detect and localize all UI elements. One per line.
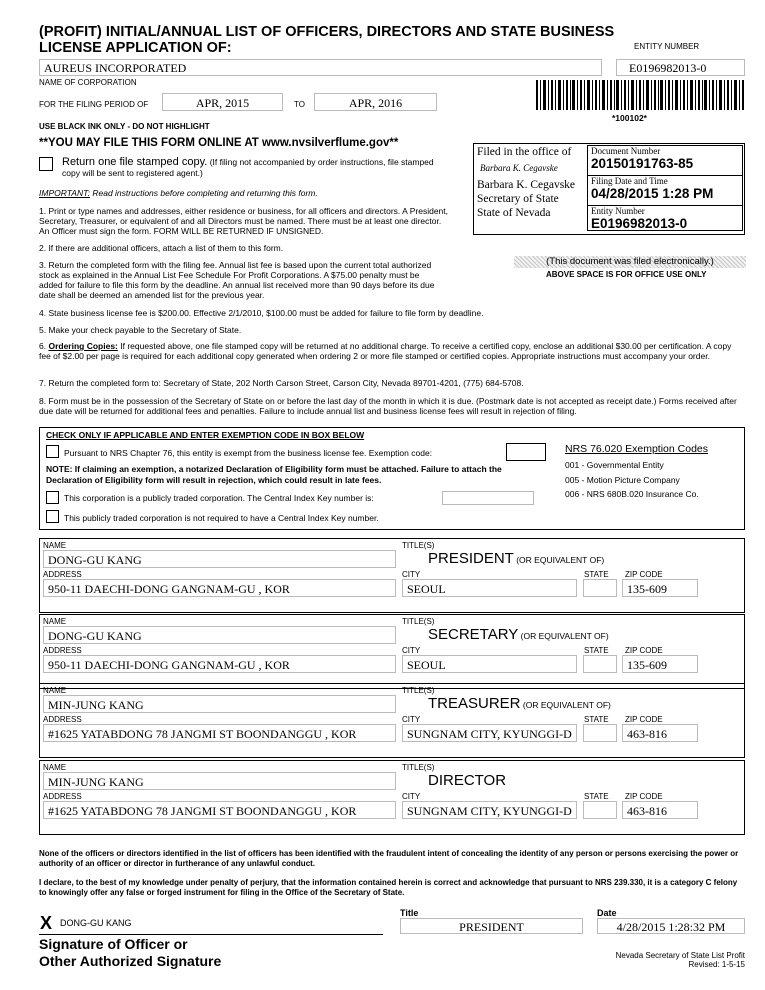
period-from-field[interactable] <box>162 93 283 111</box>
officer-block <box>39 760 745 835</box>
title-label: TITLE(S) <box>402 617 435 626</box>
signature-line <box>39 934 383 935</box>
not-required-text: This publicly traded corporation is not required to have a Central Index Key number. <box>64 513 379 523</box>
instruction-3: 3. Return the completed form with the filing fee. Annual list fee is based upon the current total authorized stock as explained in the Annual List Fee Schedule For Profit Corporations. A $75.00 penalty must be added for failure to file this form by the deadline. An annual list received more than 90 days before its due date shall be deemed an amended list for the previous year. <box>39 260 435 300</box>
officer-zip-field[interactable] <box>622 801 698 819</box>
exemption-section <box>39 427 745 530</box>
officer-state-field[interactable] <box>583 579 617 597</box>
officer-zip: 135-609 <box>627 658 667 672</box>
not-required-checkbox[interactable] <box>46 510 59 523</box>
zip-label: ZIP CODE <box>625 646 663 655</box>
ordering-copies-label: Ordering Copies: <box>48 341 118 351</box>
officer-zip: 463-816 <box>627 727 667 741</box>
filed-in-label: Filed in the office of <box>477 146 572 158</box>
signer-name[interactable]: DONG-GU KANG <box>60 918 132 928</box>
equivalent-note: (OR EQUIVALENT OF) <box>518 631 609 641</box>
officer-name-field[interactable] <box>43 695 396 713</box>
filing-stamp-box <box>473 143 745 235</box>
signature-x-mark: X <box>40 913 53 933</box>
exemption-code-006: 006 - NRS 680B.020 Insurance Co. <box>565 489 699 499</box>
instruction-5: 5. Make your check payable to the Secretary of State. <box>39 325 242 335</box>
officer-title-text: PRESIDENT <box>428 550 514 567</box>
officer-state-field[interactable] <box>583 724 617 742</box>
secretary-name: Barbara K. Cegavske <box>477 179 576 191</box>
officer-name: MIN-JUNG KANG <box>48 698 144 712</box>
electronic-filing-notice: (This document was filed electronically.) <box>514 256 746 268</box>
signature-date-value: 4/28/2015 1:28:32 PM <box>616 920 726 934</box>
signature-title-value: PRESIDENT <box>459 920 524 934</box>
publicly-traded-text: This corporation is a publicly traded corporation. The Central Index Key number is: <box>64 493 374 503</box>
exempt-text: Pursuant to NRS Chapter 76, this entity is exempt from the business license fee. Exemption code: <box>64 448 433 458</box>
important-label: IMPORTANT: <box>39 188 90 198</box>
officer-address: #1625 YATABDONG 78 JANGMI ST BOONDANGGU , KOR <box>48 804 357 818</box>
secretary-title: Secretary of State <box>477 193 559 205</box>
officer-zip: 463-816 <box>627 804 667 818</box>
footer-form-name: Nevada Secretary of State List Profit <box>615 951 745 960</box>
exemption-code-input[interactable] <box>506 443 546 461</box>
exemption-code-001: 001 - Governmental Entity <box>565 460 664 470</box>
signature-label-line1: Signature of Officer or <box>39 936 188 952</box>
officer-zip-field[interactable] <box>622 724 698 742</box>
zip-label: ZIP CODE <box>625 792 663 801</box>
officer-address-field[interactable] <box>43 724 396 742</box>
instruction-8: 8. Form must be in the possession of the Secretary of State on or before the last day of the month in which it is due. (Postmark date is not accepted as receipt date.) Forms received after due date will be returned for additional fees and penalties. Failure to include annual list and business license fees will result in rejection of filing. <box>39 396 737 416</box>
officer-name: MIN-JUNG KANG <box>48 775 144 789</box>
state-label: STATE <box>584 715 609 724</box>
date-field-label: Date <box>597 908 617 918</box>
form-title-line1: (PROFIT) INITIAL/ANNUAL LIST OF OFFICERS, DIRECTORS AND STATE BUSINESS <box>39 24 615 40</box>
officer-city-field[interactable] <box>402 801 577 819</box>
city-label: CITY <box>402 646 421 655</box>
filing-period-label: FOR THE FILING PERIOD OF <box>39 100 149 109</box>
address-label: ADDRESS <box>43 792 82 801</box>
officer-address-field[interactable] <box>43 655 396 673</box>
important-text: Read instructions before completing and returning this form. <box>90 188 318 198</box>
officer-city: SUNGNAM CITY, KYUNGGI-D <box>407 804 572 818</box>
city-label: CITY <box>402 792 421 801</box>
document-number-value: 20150191763-85 <box>591 156 694 171</box>
officer-city-field[interactable] <box>402 579 577 597</box>
period-to-value: APR, 2016 <box>348 96 403 110</box>
officer-state <box>584 725 616 729</box>
name-label: NAME <box>43 617 67 626</box>
title-label: TITLE(S) <box>402 686 435 695</box>
name-label: NAME <box>43 763 67 772</box>
barcode-image <box>536 80 746 110</box>
name-label: NAME <box>43 541 67 550</box>
return-copy-bold: Return one file stamped copy. <box>62 156 208 168</box>
period-from-value: APR, 2015 <box>195 96 250 110</box>
signature-label-line2: Other Authorized Signature <box>39 953 222 969</box>
perjury-notice: I declare, to the best of my knowledge under penalty of perjury, that the information contained herein is correct and acknowledge that pursuant to NRS 239.330, it is a category C felony to knowingly offer any false or forged instrument for filing in the Office of the Secretary of State. <box>39 878 738 897</box>
return-copy-rest: (If filing not accompanied by order instructions, file stamped copy will be sent to registered agent.) <box>62 157 434 178</box>
officer-title <box>428 772 506 789</box>
officer-city: SUNGNAM CITY, KYUNGGI-D <box>407 727 572 741</box>
officer-address: 950-11 DAECHI-DONG GANGNAM-GU , KOR <box>48 658 290 672</box>
state-label: STATE <box>584 646 609 655</box>
corporation-name-field[interactable] <box>39 59 602 76</box>
instruction-7: 7. Return the completed form to: Secretary of State, 202 North Carson Street, Carson City, Nevada 89701-4201, (775) 684-5708. <box>39 378 524 388</box>
officer-state-field[interactable] <box>583 655 617 673</box>
zip-label: ZIP CODE <box>625 570 663 579</box>
signature-title-field[interactable] <box>400 918 583 934</box>
officer-title-text: DIRECTOR <box>428 772 507 789</box>
title-label: TITLE(S) <box>402 541 435 550</box>
stamp-entity-number-value: E0196982013-0 <box>591 216 688 231</box>
officer-state <box>584 656 616 660</box>
officer-city: SEOUL <box>407 582 446 596</box>
black-ink-notice: USE BLACK INK ONLY - DO NOT HIGHLIGHT <box>39 122 210 131</box>
officer-title <box>428 550 604 567</box>
city-label: CITY <box>402 570 421 579</box>
officer-title-text: TREASURER <box>428 695 521 712</box>
officer-name-field[interactable] <box>43 772 396 790</box>
barcode-number: *100102* <box>612 113 647 123</box>
equivalent-note: (OR EQUIVALENT OF) <box>513 555 605 565</box>
address-label: ADDRESS <box>43 646 82 655</box>
instruction-4: 4. State business license fee is $200.00. Effective 2/1/2010, $100.00 must be added for failure to file form by deadline. <box>39 308 484 318</box>
online-filing-notice: **YOU MAY FILE THIS FORM ONLINE AT www.nvsilverflume.gov** <box>39 137 399 149</box>
equivalent-note: (OR EQUIVALENT OF) <box>520 700 611 710</box>
filing-date-value: 04/28/2015 1:28 PM <box>591 186 714 201</box>
state-label: STATE <box>584 570 609 579</box>
state-label: STATE <box>584 792 609 801</box>
state-name: State of Nevada <box>477 207 551 219</box>
city-label: CITY <box>402 715 421 724</box>
return-copy-checkbox[interactable] <box>39 157 53 171</box>
fraud-notice: None of the officers or directors identified in the list of officers has been identified with the fraudulent intent of concealing the identity of any person or persons exercising the power or authority of an officer or director in furtherance of any unlawful conduct. <box>39 849 739 868</box>
instruction-1: 1. Print or type names and addresses, either residence or business, for all officers and directors. A President, Secretary, Treasurer, or equivalent of and all Directors must be named. There must be at least one director. An Officer must sign the form. FORM WILL BE RETURNED IF UNSIGNED. <box>39 206 449 236</box>
officer-city-field[interactable] <box>402 724 577 742</box>
form-footer <box>616 951 745 969</box>
officer-title <box>428 695 611 712</box>
to-label: TO <box>294 100 305 109</box>
officer-state <box>584 802 616 806</box>
filing-details-box <box>587 145 743 231</box>
instruction-6: 6. Ordering Copies: If requested above, one file stamped copy will be returned at no additional charge. To receive a certified copy, enclose an additional $30.00 per certification. A copy fee of $2.00 per page is required for each additional copy generated when ordering 2 or more file stamped or certified copies. Appropriate instructions must accompany your order. <box>39 341 732 361</box>
zip-label: ZIP CODE <box>625 715 663 724</box>
officer-address: 950-11 DAECHI-DONG GANGNAM-GU , KOR <box>48 582 290 596</box>
signature-date-field[interactable] <box>597 918 745 934</box>
title-label: TITLE(S) <box>402 763 435 772</box>
officer-address: #1625 YATABDONG 78 JANGMI ST BOONDANGGU , KOR <box>48 727 357 741</box>
exemption-heading: CHECK ONLY IF APPLICABLE AND ENTER EXEMPTION CODE IN BOX BELOW <box>46 430 365 440</box>
document-number-label: Document Number <box>591 146 661 156</box>
officer-state-field[interactable] <box>583 801 617 819</box>
declaration-note: NOTE: If claiming an exemption, a notarized Declaration of Eligibility form must be attached. Failure to attach the Declaration of Eligibility form will result in rejection, which could result in late fees. <box>46 464 502 485</box>
officer-name-field[interactable] <box>43 550 396 568</box>
officer-zip: 135-609 <box>627 582 667 596</box>
officer-city-field[interactable] <box>402 655 577 673</box>
period-to-field[interactable] <box>314 93 437 111</box>
officer-city: SEOUL <box>407 658 446 672</box>
officer-name: DONG-GU KANG <box>48 553 142 567</box>
officer-zip-field[interactable] <box>622 579 698 597</box>
corporation-name-label: NAME OF CORPORATION <box>39 78 137 87</box>
entity-number-field[interactable] <box>616 59 745 76</box>
officer-name-field[interactable] <box>43 626 396 644</box>
central-index-key-input[interactable] <box>442 491 534 505</box>
officer-name: DONG-GU KANG <box>48 629 142 643</box>
officer-block <box>39 683 745 758</box>
office-use-label: ABOVE SPACE IS FOR OFFICE USE ONLY <box>546 270 707 279</box>
title-field-label: Title <box>400 908 419 918</box>
officer-block <box>39 538 745 613</box>
instruction-2: 2. If there are additional officers, attach a list of them to this form. <box>39 243 284 253</box>
entity-number-header-label: ENTITY NUMBER <box>634 42 700 51</box>
address-label: ADDRESS <box>43 570 82 579</box>
officer-address-field[interactable] <box>43 801 396 819</box>
exemption-codes-title: NRS 76.020 Exemption Codes <box>565 443 708 455</box>
officer-address-field[interactable] <box>43 579 396 597</box>
entity-number-value: E0196982013-0 <box>629 61 707 75</box>
stamp-entity-number-label: Entity Number <box>591 206 645 216</box>
filing-date-label: Filing Date and Time <box>591 176 668 186</box>
officer-title-text: SECRETARY <box>428 626 519 643</box>
form-title-line2: LICENSE APPLICATION OF: <box>39 40 232 56</box>
important-notice <box>39 188 318 198</box>
return-copy-text <box>62 157 447 179</box>
secretary-signature: Barbara K. Cegavske <box>480 163 558 173</box>
footer-revision: Revised: 1-5-15 <box>688 960 745 969</box>
address-label: ADDRESS <box>43 715 82 724</box>
officer-zip-field[interactable] <box>622 655 698 673</box>
officer-block <box>39 614 745 689</box>
publicly-traded-checkbox[interactable] <box>46 491 59 504</box>
exemption-code-005: 005 - Motion Picture Company <box>565 475 680 485</box>
exempt-checkbox[interactable] <box>46 445 59 458</box>
officer-state <box>584 580 616 584</box>
corporation-name-value: AUREUS INCORPORATED <box>44 61 187 75</box>
name-label: NAME <box>43 686 67 695</box>
officer-title <box>428 626 609 643</box>
